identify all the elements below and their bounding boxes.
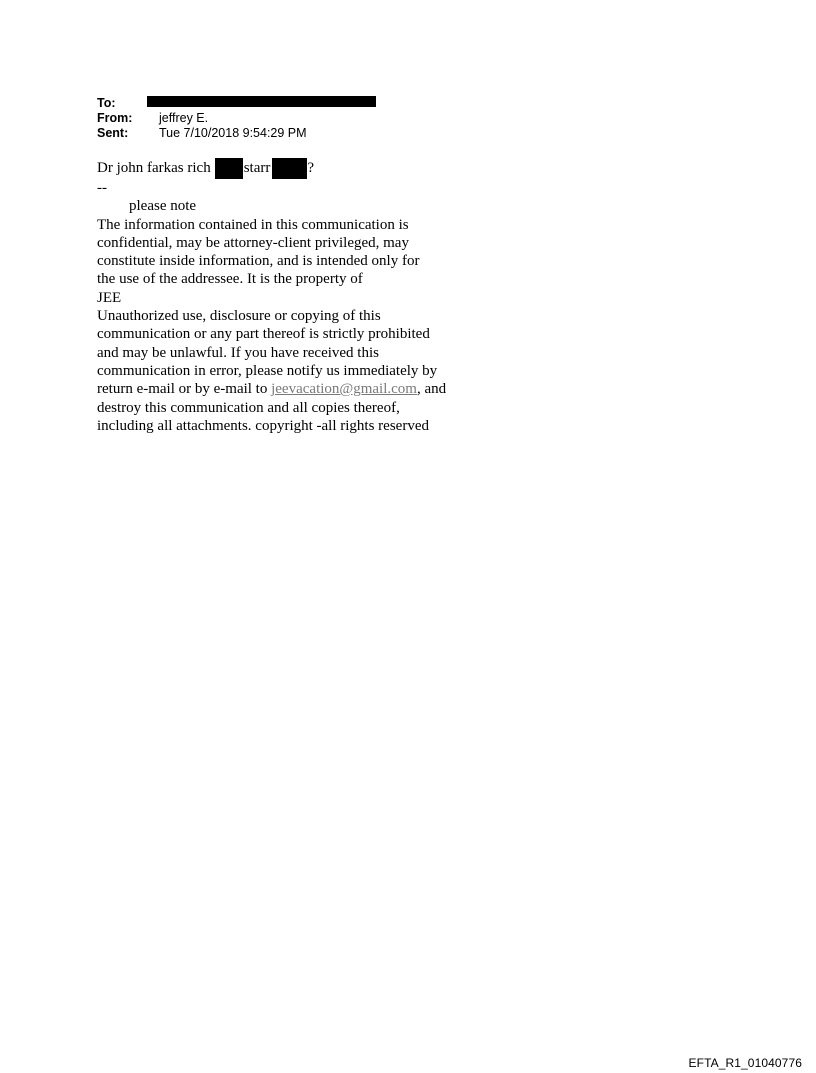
disclaimer-line: the use of the addressee. It is the property of [97, 271, 363, 288]
subject-redaction-2 [272, 158, 307, 179]
email-link[interactable]: jeevacation@gmail.com [271, 381, 417, 398]
sent-row [97, 126, 307, 141]
sent-label: Sent: [97, 126, 129, 140]
subject-text-3: ? [307, 159, 315, 176]
disclaimer-line: JEE [97, 289, 122, 306]
disclaimer-line: communication or any part thereof is strictly prohibited [97, 326, 430, 343]
sent-value: Tue 7/10/2018 9:54:29 PM [159, 126, 307, 140]
to-recipient-redaction [147, 96, 376, 107]
disclaimer-line-with-email [97, 380, 517, 398]
disclaimer-line: constitute inside information, and is intended only for [97, 253, 420, 270]
return-email-suffix: , and [416, 381, 447, 398]
disclaimer-line: communication in error, please notify us immediately by [97, 362, 438, 379]
subject-line [97, 157, 517, 179]
from-value: jeffrey E. [159, 111, 209, 125]
from-label: From: [97, 111, 133, 125]
email-body [97, 157, 517, 435]
subject-redaction-1 [215, 158, 243, 179]
disclaimer-line: The information contained in this communication is [97, 216, 409, 233]
disclaimer-line: and may be unlawful. If you have received this [97, 344, 379, 361]
return-email-prefix: return e-mail or by e-mail to [97, 381, 272, 398]
to-label: To: [97, 96, 116, 110]
subject-text-2: starr [243, 159, 271, 176]
disclaimer-line: including all attachments. copyright -all rights reserved [97, 417, 429, 434]
disclaimer-line: Unauthorized use, disclosure or copying of this [97, 308, 381, 325]
from-row [97, 111, 307, 126]
disclaimer-line: confidential, may be attorney-client privileged, may [97, 234, 409, 251]
document-id: EFTA_R1_01040776 [688, 1056, 802, 1070]
please-note-text: please note [129, 198, 197, 215]
subject-text-1: Dr john farkas rich [97, 159, 211, 176]
disclaimer-line: destroy this communication and all copies thereof, [97, 399, 400, 416]
signature-separator: -- [97, 180, 107, 196]
